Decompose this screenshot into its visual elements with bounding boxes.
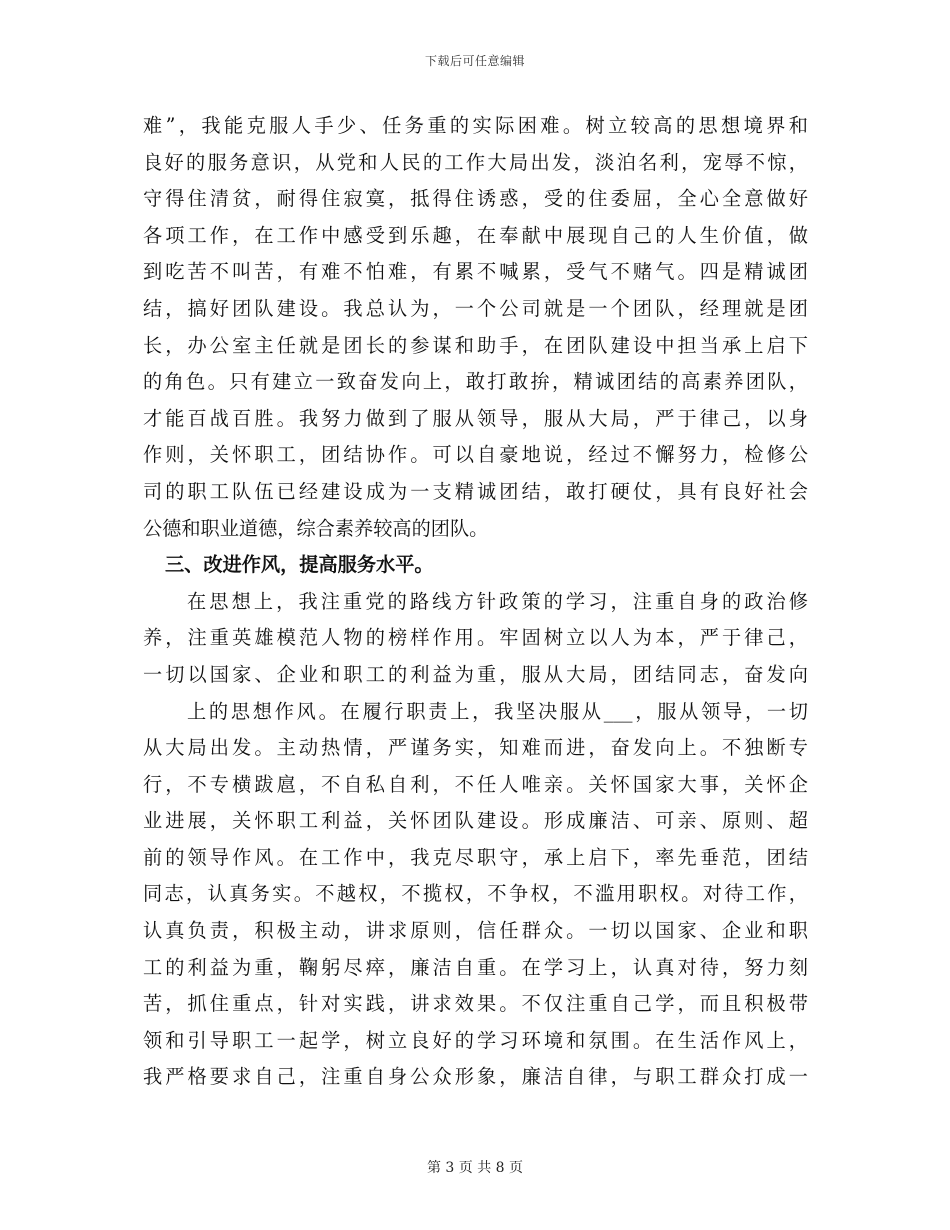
body-line: 同志，认真务实。不越权，不揽权，不争权，不滥用职权。对待工作， [143, 882, 808, 906]
body-line: 守得住清贫，耐得住寂寞，抵得住诱惑，受的住委屈，全心全意做好 [143, 187, 808, 211]
body-line: 公德和职业道德，综合素养较高的团队。 [143, 516, 489, 540]
body-line: 一切以国家、企业和职工的利益为重，服从大局，团结同志，奋发向 [143, 662, 808, 686]
body-line: 领和引导职工一起学，树立良好的学习环境和氛围。在生活作风上， [143, 1028, 808, 1052]
body-line: 我严格要求自己，注重自身公众形象，廉洁自律，与职工群众打成一 [143, 1065, 808, 1089]
body-line: 上的思想作风。在履行职责上，我坚决服从___，服从领导，一切 [187, 699, 808, 723]
body-line: 养，注重英雄模范人物的榜样作用。牢固树立以人为本，严于律己， [143, 626, 808, 650]
body-line: 工的利益为重，鞠躬尽瘁，廉洁自重。在学习上，认真对待，努力刻 [143, 955, 808, 979]
body-line: 才能百战百胜。我努力做到了服从领导，服从大局，严于律己，以身 [143, 406, 808, 430]
page-footer: 第 3 页 共 8 页 [426, 1160, 524, 1176]
body-line: 长，办公室主任就是团长的参谋和助手，在团队建设中担当承上启下 [143, 333, 808, 357]
body-line: 作则，关怀职工，团结协作。可以自豪地说，经过不懈努力，检修公 [143, 443, 808, 467]
document-body [143, 108, 808, 1096]
body-line: 司的职工队伍已经建设成为一支精诚团结，敢打硬仗，具有良好社会 [143, 479, 808, 503]
body-line: 结，搞好团队建设。我总认为，一个公司就是一个团队，经理就是团 [143, 296, 808, 320]
body-line: 认真负责，积极主动，讲求原则，信任群众。一切以国家、企业和职 [143, 919, 808, 943]
body-line: 的角色。只有建立一致奋发向上，敢打敢拚，精诚团结的高素养团队， [143, 370, 808, 394]
body-line: 在思想上，我注重党的路线方针政策的学习，注重自身的政治修 [187, 589, 808, 613]
body-line: 前的领导作风。在工作中，我克尽职守，承上启下，率先垂范，团结 [143, 845, 808, 869]
body-line: 良好的服务意识，从党和人民的工作大局出发，淡泊名利，宠辱不惊， [143, 150, 808, 174]
page-header: 下载后可任意编辑 [424, 54, 525, 68]
section-heading: 三、改进作风，提高服务水平。 [165, 553, 434, 577]
body-line: 从大局出发。主动热情，严谨务实，知难而进，奋发向上。不独断专 [143, 736, 808, 760]
body-line: 各项工作，在工作中感受到乐趣，在奉献中展现自己的人生价值，做 [143, 223, 808, 247]
body-line: 行，不专横跋扈，不自私自利，不任人唯亲。关怀国家大事，关怀企 [143, 772, 808, 796]
body-line: 难”，我能克服人手少、任务重的实际困难。树立较高的思想境界和 [143, 114, 808, 137]
body-line: 苦，抓住重点，针对实践，讲求效果。不仅注重自己学，而且积极带 [143, 992, 808, 1016]
body-line: 到吃苦不叫苦，有难不怕难，有累不喊累，受气不赌气。四是精诚团 [143, 260, 808, 284]
body-line: 业进展，关怀职工利益，关怀团队建设。形成廉洁、可亲、原则、超 [143, 809, 808, 833]
